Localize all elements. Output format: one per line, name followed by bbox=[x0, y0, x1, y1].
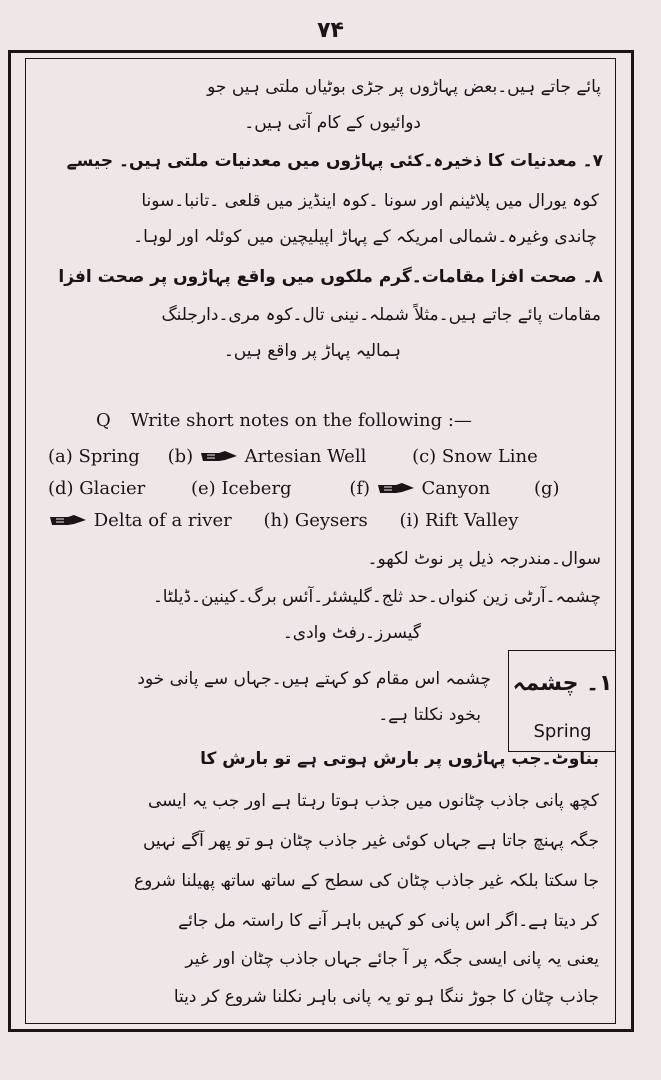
question-row-2 bbox=[48, 478, 593, 499]
item-f-label: (f) bbox=[349, 478, 371, 499]
item-d: (d) Glacier bbox=[48, 478, 146, 499]
text-line: پائے جاتے ہیں۔بعض پہاڑوں پر جڑی بوٹیاں ملتی ہیں جو bbox=[207, 77, 601, 97]
text-line: جا سکتا بلکہ غیر جاذب چٹان کی سطح کے ساتھ ساتھ پھیلنا شروع bbox=[133, 871, 599, 891]
item-e: (e) Iceberg bbox=[191, 478, 292, 499]
section-heading-minerals: ۷۔ معدنیات کا ذخیرہ۔کئی پہاڑوں میں معدنیات ملتی ہیں۔ جیسے bbox=[66, 151, 603, 171]
text-line: کوہ یورال میں پلاٹینم اور سونا ۔کوہ اینڈیز میں قلعی ۔تانبا۔سونا bbox=[141, 191, 599, 211]
pointing-hand-icon bbox=[199, 448, 239, 466]
spring-heading-urdu: ۱۔ چشمہ bbox=[512, 671, 613, 696]
pointing-hand-icon bbox=[48, 512, 88, 530]
spring-heading-english: Spring bbox=[533, 721, 592, 742]
spring-heading-box bbox=[508, 650, 616, 752]
item-g-label: (g) bbox=[533, 478, 560, 499]
question-row-3 bbox=[48, 510, 593, 531]
spring-definition-line: چشمہ اس مقام کو کہتے ہیں۔جہاں سے پانی خود bbox=[137, 669, 491, 689]
item-a: (a) Spring bbox=[48, 446, 140, 467]
text-line: جاذب چٹان کا جوڑ ننگا ہو تو یہ پانی باہر نکلنا شروع کر دیتا bbox=[173, 987, 599, 1007]
text-line: کر دیتا ہے۔اگر اس پانی کو کہیں باہر آنے کا راستہ مل جائے bbox=[178, 911, 599, 931]
text-line: دوائیوں کے کام آتی ہیں۔ bbox=[244, 113, 421, 133]
text-line: چاندی وغیرہ۔شمالی امریکہ کے پہاڑ اپیلیچین میں کوئلہ اور لوہا۔ bbox=[133, 227, 597, 247]
text-line: یعنی یہ پانی ایسی جگہ پر آ جائے جہاں جاذب چٹان اور غیر bbox=[185, 949, 599, 969]
question-text: Write short notes on the following :— bbox=[130, 410, 472, 431]
question-label: Q bbox=[96, 410, 111, 431]
text-line: جگہ پہنچ جاتا ہے جہاں کوئی غیر جاذب چٹان ہو تو پھر آگے نہیں bbox=[142, 831, 599, 851]
text-line: کچھ پانی جاذب چٹانوں میں جذب ہوتا رہتا ہے اور جب یہ ایسی bbox=[147, 791, 599, 811]
item-b: Artesian Well bbox=[244, 446, 367, 467]
question-line bbox=[96, 410, 472, 431]
section-heading-health-resorts: ۸۔ صحت افزا مقامات۔گرم ملکوں میں واقع پہاڑوں پر صحت افزا bbox=[58, 267, 603, 287]
formation-line: بناوٹ۔جب پہاڑوں پر بارش ہوتی ہے تو بارش کا bbox=[200, 749, 599, 769]
urdu-question-line: چشمہ۔آرٹی زین کنواں۔حد ثلج۔گلیشئر۔آئس برگ۔کینین۔ڈیلٹا۔ bbox=[152, 587, 601, 607]
item-c: (c) Snow Line bbox=[412, 446, 538, 467]
question-row-1 bbox=[48, 446, 593, 467]
urdu-question-line: گیسرز۔رفٹ وادی۔ bbox=[282, 623, 421, 643]
item-i: (i) Rift Valley bbox=[399, 510, 519, 531]
item-h: (h) Geysers bbox=[263, 510, 368, 531]
spring-definition-line: بخود نکلتا ہے۔ bbox=[378, 705, 481, 725]
text-line: ہمالیہ پہاڑ پر واقع ہیں۔ bbox=[223, 341, 401, 361]
page-number: ۷۴ bbox=[317, 18, 344, 43]
item-f: Canyon bbox=[421, 478, 491, 499]
pointing-hand-icon bbox=[376, 480, 416, 498]
urdu-question-line: سوال۔مندرجہ ذیل پر نوٹ لکھو۔ bbox=[367, 549, 601, 569]
item-g: Delta of a river bbox=[93, 510, 232, 531]
item-b-label: (b) bbox=[167, 446, 194, 467]
text-line: مقامات پائے جاتے ہیں۔مثلاً شملہ۔نینی تال۔کوہ مری۔دارجلنگ bbox=[161, 305, 601, 325]
